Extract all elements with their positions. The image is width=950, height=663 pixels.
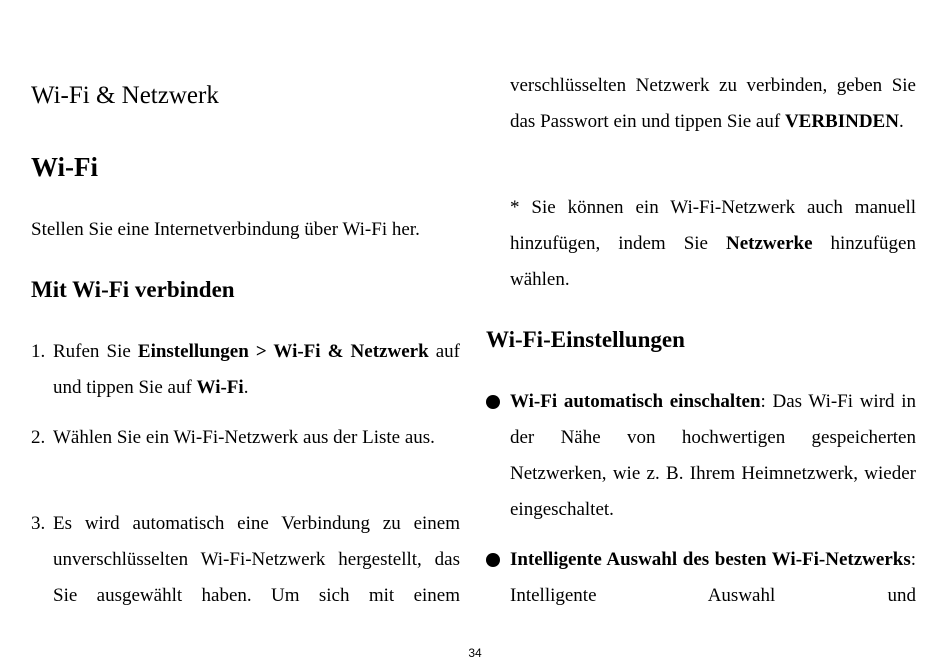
bullet-icon (486, 553, 500, 567)
menu-path: Einstellungen > Wi-Fi & Netzwerk (137, 341, 429, 362)
intro-paragraph: Stellen Sie eine Internetverbindung über Wi-Fi her. (31, 219, 420, 240)
section-title: Wi-Fi & Netzwerk (31, 82, 219, 109)
connect-heading: Mit Wi-Fi verbinden (31, 277, 235, 302)
wifi-heading: Wi-Fi (31, 152, 98, 182)
bullet-item: Wi-Fi automatisch einschalten: Das Wi-Fi wird in der Nähe von hochwertigen gespeicherten Netzwerken, wie z. B. Ihrem Heimnetzwerk, wieder eingeschaltet. (486, 384, 916, 528)
connect-label: VERBINDEN (784, 111, 899, 132)
continued-paragraph: verschlüsselten Netzwerk zu verbinden, geben Sie das Passwort ein und tippen Sie auf VERBINDEN. (510, 75, 916, 132)
list-item: 2. Wählen Sie ein Wi-Fi-Netzwerk aus der Liste aus. (31, 420, 460, 456)
list-number: 3. (31, 513, 46, 534)
list-number: 1. (31, 341, 46, 362)
list-item: 1. Rufen Sie Einstellungen > Wi-Fi & Netzwerk auf und tippen Sie auf Wi-Fi. (31, 334, 460, 406)
page-number: 34 (468, 646, 482, 660)
bullet-icon (486, 395, 500, 409)
settings-heading: Wi-Fi-Einstellungen (486, 327, 685, 352)
bullet-item: Intelligente Auswahl des besten Wi-Fi-Netzwerks: Intelligente Auswahl und (486, 542, 916, 614)
note-paragraph: * Sie können ein Wi-Fi-Netzwerk auch manuell hinzufügen, indem Sie Netzwerke hinzufügen wählen. (510, 197, 916, 290)
menu-item-wifi: Wi-Fi (196, 377, 244, 398)
list-item: 3. Es wird automatisch eine Verbindung zu einem unverschlüsselten Wi-Fi-Netzwerk hergestellt, das Sie ausgewählt haben. Um sich mit einem (31, 506, 460, 614)
list-number: 2. (31, 427, 46, 448)
networks-label: Netzwerke (726, 233, 813, 254)
